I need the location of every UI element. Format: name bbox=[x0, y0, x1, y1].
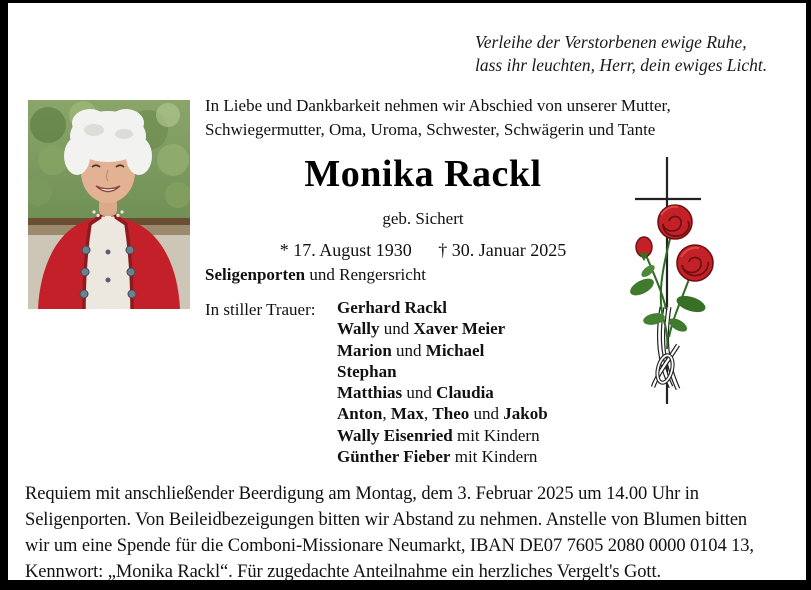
intro-text: In Liebe und Dankbarkeit nehmen wir Abschied von unserer Mutter, Schwiegermutter, Oma, Uroma, Schwester, Schwägerin und Tante bbox=[205, 96, 671, 139]
mourner-line: Günther Fieber mit Kindern bbox=[337, 447, 538, 467]
death-date: † 30. Januar 2025 bbox=[438, 240, 567, 260]
announcement-line-1: Requiem mit anschließender Beerdigung am Montag, dem 3. Februar 2025 um 14.00 Uhr in bbox=[25, 484, 699, 504]
place-primary: Seligenporten bbox=[205, 265, 306, 284]
verse-line-2: lass ihr leuchten, Herr, dein ewiges Licht. bbox=[475, 54, 768, 75]
announcement-line-3: wir um eine Spende für die Comboni-Missionare Neumarkt, IBAN DE07 7605 2080 0000 0104 13, bbox=[25, 536, 754, 556]
announcement-paragraph bbox=[25, 481, 754, 585]
cross-and-roses-illustration bbox=[612, 149, 752, 411]
mourner-line: Matthias und Claudia bbox=[337, 383, 494, 403]
mourner-line: Wally Eisenried mit Kindern bbox=[337, 425, 540, 445]
deceased-block bbox=[198, 153, 648, 261]
portrait-illustration bbox=[28, 100, 190, 309]
announcement-line-2: Seligenporten. Von Beileidbezeigungen bitten wir Abstand zu nehmen. Anstelle von Blumen bitten bbox=[25, 510, 748, 530]
opening-verse bbox=[475, 31, 767, 76]
places-line bbox=[205, 265, 426, 285]
announcement-line-4: Kennwort: „Monika Rackl“. Für zugedachte Anteilnahme ein herzliches Vergelt's Gott. bbox=[25, 562, 662, 582]
obituary-sheet bbox=[8, 3, 806, 580]
deceased-name: Monika Rackl bbox=[304, 153, 542, 195]
mourning-label: In stiller Trauer: bbox=[205, 300, 316, 319]
mourner-line: Marion und Michael bbox=[337, 340, 485, 360]
mourners-list bbox=[337, 297, 548, 467]
mourner-line: Gerhard Rackl bbox=[337, 298, 448, 317]
mourner-line: Anton, Max, Theo und Jakob bbox=[337, 404, 548, 424]
verse-line-1: Verleihe der Verstorbenen ewige Ruhe, bbox=[475, 32, 747, 52]
cross-icon bbox=[612, 149, 752, 411]
mourner-line: Stephan bbox=[337, 361, 397, 381]
place-rest: und Rengersricht bbox=[305, 265, 426, 284]
portrait-photo bbox=[28, 100, 190, 309]
life-dates bbox=[198, 240, 648, 261]
birth-date: * 17. August 1930 bbox=[279, 240, 412, 260]
mourner-line: Wally und Xaver Meier bbox=[337, 319, 506, 339]
maiden-name: geb. Sichert bbox=[382, 209, 464, 228]
